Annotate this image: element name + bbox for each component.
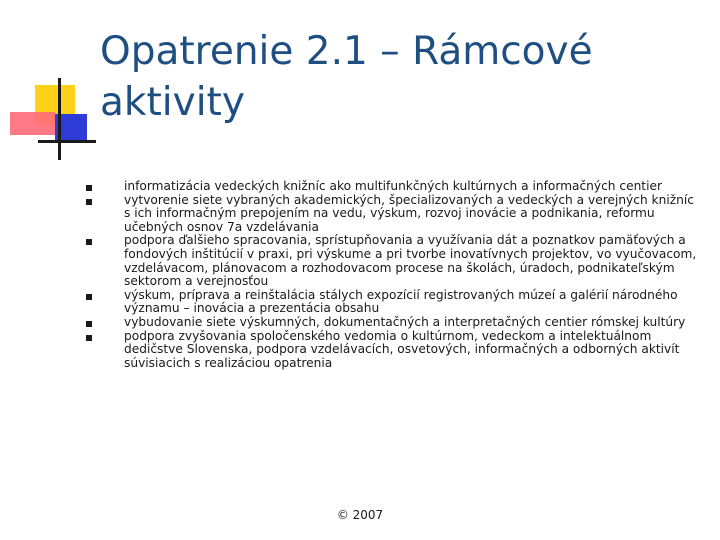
bullet-text: podpora ďalšieho spracovania, sprístupňovania a využívania dát a poznatkov pamäťových a fondových inštitúcií v praxi, pri výskume a pri tvorbe inovatívnych projektov, vo vyučovacom, vzdelávacom, plánovacom a rozhodovacom procese na školách, úradoch, podnikateľským sektorom a verejnosťou: [124, 233, 697, 289]
bullet-item: [86, 316, 698, 330]
bullet-text: vytvorenie siete vybraných akademických, špecializovaných a vedeckých a verejných knižníc s ich informačným prepojením na vedu, výskum, rozvoj inovácie a podnikania, reformu učebných osnov 7a vzdelávania: [124, 192, 694, 234]
logo-vertical-line: [58, 78, 61, 160]
square-bullet-icon: [86, 239, 92, 245]
square-bullet-icon: [86, 321, 92, 327]
square-bullet-icon: [86, 294, 92, 300]
square-bullet-icon: [86, 185, 92, 191]
bullet-item: [86, 289, 698, 316]
slide-content: [86, 180, 698, 370]
bullet-text: výskum, príprava a reinštalácia stálych expozícií registrovaných múzeí a galérií národného významu – inovácia a prezentácia obsahu: [124, 287, 678, 316]
slide-title: Opatrenie 2.1 – Rámcové aktivity: [100, 29, 593, 125]
bullet-item: [86, 330, 698, 371]
bullet-item: [86, 234, 698, 288]
bullet-list: [86, 180, 698, 370]
logo-horizontal-line: [38, 140, 96, 143]
bullet-text: informatizácia vedeckých knižníc ako multifunkčných kultúrnych a informačných centier: [124, 179, 662, 193]
bullet-text: podpora zvyšovania spoločenského vedomia o kultúrnom, vedeckom a intelektuálnom dedičstve Slovenska, podpora vzdelávacích, osvetových, informačných a odborných aktivít súvisiacich s realizáciou opatrenia: [124, 328, 680, 370]
bullet-item: [86, 194, 698, 235]
square-bullet-icon: [86, 335, 92, 341]
bullet-text: vybudovanie siete výskumných, dokumentačných a interpretačných centier rómskej kultúry: [124, 314, 686, 329]
square-bullet-icon: [86, 199, 92, 205]
bullet-item: [86, 180, 698, 194]
footer-copyright: © 2007: [336, 508, 384, 522]
logo-red-square: [10, 112, 55, 135]
